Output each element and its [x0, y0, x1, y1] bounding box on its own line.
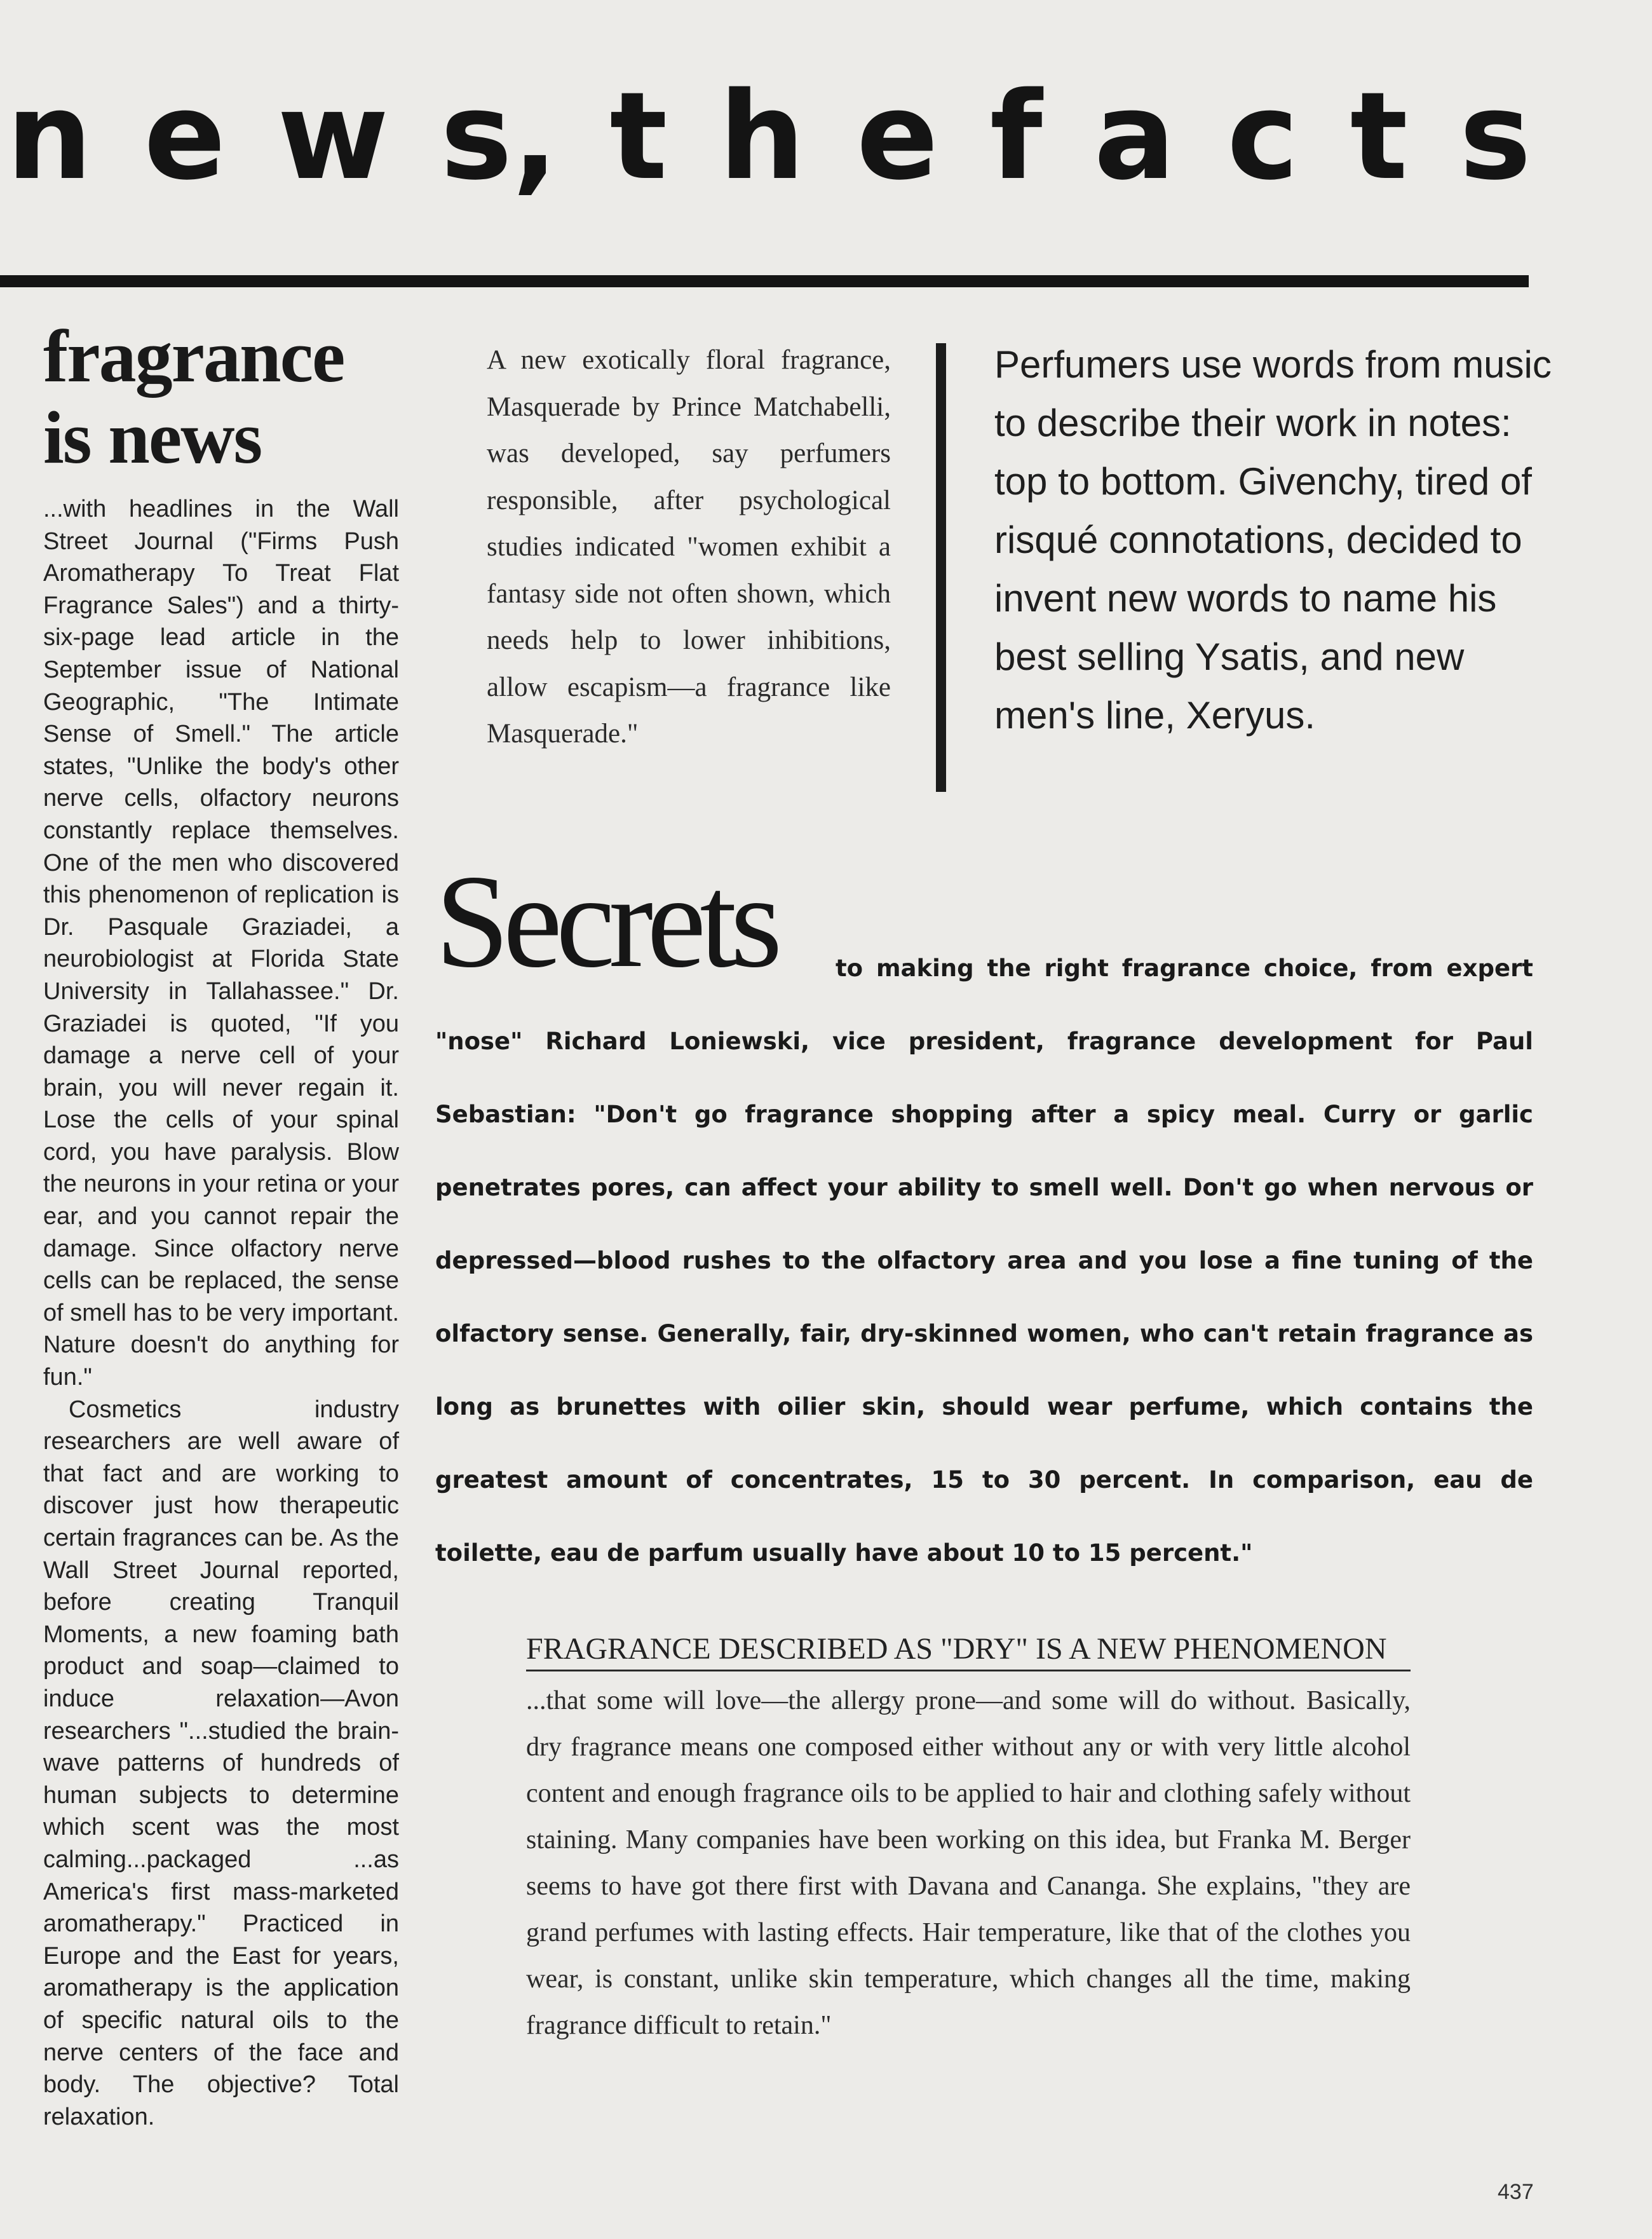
headline-letter: w	[277, 66, 389, 207]
paragraph: ...with headlines in the Wall Street Journal ("Firms Push Aromatherapy To Treat Flat Fragrance Sales") and a thirty-six-page lead article in the September issue of National Geographic, "The Intimate Sense of Smell." The article states, "Unlike the body's other nerve cells, olfactory neurons constantly replace themselves. One of the men who discovered this phenomenon of replication is Dr. Pasquale Graziadei, a neurobiologist at Florida State University in Tallahassee." Dr. Graziadei is quoted, "If you damage a nerve cell of your brain, you will never regain it. Lose the cells of your spinal cord, you have paralysis. Blow the neurons in your retina or your ear, and you cannot repair the damage. Since olfactory nerve cells can be replaced, the sense of smell has to be very important. Nature doesn't do anything for fun."	[43, 496, 399, 1391]
perfumers-column	[994, 336, 1566, 745]
masquerade-text: A new exotically floral fragrance, Masquerade by Prince Matchabelli, was developed, say perfumers responsible, after psychological studies indicated "women exhibit a fantasy side not often shown, which needs help to lower inhibitions, allow escapism—a fragrance like Masquerade."	[487, 345, 891, 749]
dry-section-title: FRAGRANCE DESCRIBED AS "DRY" IS A NEW PHENOMENON	[526, 1630, 1411, 1671]
headline-letter: e	[144, 66, 226, 207]
headline-rule	[0, 275, 1529, 287]
masquerade-column	[487, 337, 891, 758]
dry-section-text: ...that some will love—the allergy prone—and some will do without. Basically, dry fragrance means one composed either without any or with very little alcohol content and enough fragrance oils to be applied to hair and clothing safely without staining. Many companies have been working on this idea, but Franka M. Berger seems to have got there first with Davana and Cananga. She explains, "they are grand perfumes with lasting effects. Hair temperature, like that of the clothes you wear, is constant, unlike skin temperature, which changes all the time, making fragrance difficult to retain."	[526, 1686, 1411, 2040]
headline-letter: n	[6, 66, 93, 207]
title-line-2: is news	[43, 396, 262, 479]
headline-letter: s	[1459, 66, 1531, 207]
perfumers-text: Perfumers use words from music to describe their work in notes: top to bottom. Givenchy, tired of risqué connotations, decided to invent new words to name his best selling Ysatis, and new men's line, Xeryus.	[994, 343, 1552, 737]
headline-letter: s,	[440, 66, 559, 207]
column-body	[43, 493, 399, 2133]
fragrance-news-column	[43, 315, 399, 2133]
page-number: 437	[1498, 2180, 1534, 2204]
secrets-big-word: Secrets	[435, 848, 776, 995]
title-line-1: fragrance	[43, 315, 344, 398]
headline-letter: e	[856, 66, 938, 207]
column-title	[43, 315, 399, 479]
vertical-divider	[936, 343, 946, 792]
dry-fragrance-section	[526, 1630, 1411, 2049]
headline-letter: f	[989, 66, 1043, 207]
headline-letter: h	[719, 66, 805, 207]
headline-letter: t	[609, 66, 668, 207]
headline-letter: a	[1093, 66, 1175, 207]
headline-letter: t	[1350, 66, 1408, 207]
page-headline	[6, 66, 1531, 207]
secrets-text	[435, 932, 1533, 1589]
headline-letter: c	[1227, 66, 1299, 207]
secrets-body: to making the right fragrance choice, from expert "nose" Richard Loniewski, vice president, fragrance development for Paul Sebastian: "Don't go fragrance shopping after a spicy meal. Curry or garlic penetrates pores, can affect your ability to smell well. Don't go when nervous or depressed—blood rushes to the olfactory area and you lose a fine tuning of the olfactory sense. Generally, fair, dry-skinned women, who can't retain fragrance as long as brunettes with oilier skin, should wear perfume, which contains the greatest amount of concentrates, 15 to 30 percent. In comparison, eau de toilette, eau de parfum usually have about 10 to 15 percent."	[435, 955, 1533, 1567]
paragraph: Cosmetics industry researchers are well aware of that fact and are working to discover just how therapeutic certain fragrances can be. As the Wall Street Journal reported, before creating Tranquil Moments, a new foaming bath product and soap—claimed to induce relaxation—Avon researchers "...studied the brain-wave patterns of hundreds of human subjects to determine which scent was the most calming...packaged ...as America's first mass-marketed aromatherapy." Practiced in Europe and the East for years, aromatherapy is the application of specific natural oils to the nerve centers of the face and body. The objective? Total relaxation.	[43, 1396, 399, 2130]
